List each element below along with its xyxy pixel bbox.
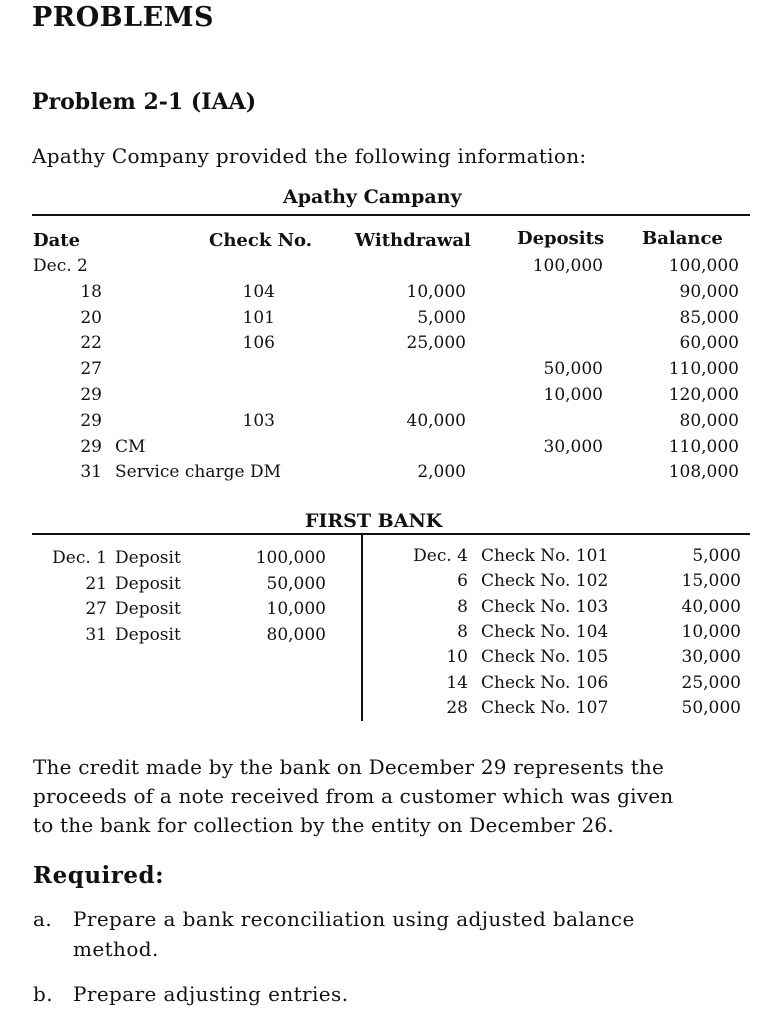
bank-right-amount: 5,000 xyxy=(692,546,741,566)
bank-left-date: 31 xyxy=(85,624,107,645)
bank-right-amount: 50,000 xyxy=(681,697,741,718)
book-cell-desc: CM xyxy=(115,436,146,457)
book-cell-deposits: 100,000 xyxy=(532,256,603,276)
book-cell-withdrawal: 10,000 xyxy=(406,281,466,302)
col-header-balance: Balance xyxy=(642,228,723,249)
required-title: Required: xyxy=(33,862,165,889)
book-cell-date: Dec. 2 xyxy=(33,256,88,276)
bank-table-title: FIRST BANK xyxy=(305,510,443,532)
book-cell-check-no: 106 xyxy=(242,333,275,354)
bank-left-amount: 100,000 xyxy=(255,548,326,568)
bank-right-desc: Check No. 106 xyxy=(481,672,609,693)
book-cell-desc: Service charge DM xyxy=(115,462,281,483)
book-cell-date: 20 xyxy=(80,307,102,328)
bank-left-desc: Deposit xyxy=(115,624,181,645)
required-item-label: b. xyxy=(33,982,53,1006)
col-header-date: Date xyxy=(33,230,81,251)
book-cell-balance: 90,000 xyxy=(679,281,739,302)
bank-right-desc: Check No. 101 xyxy=(481,546,609,566)
book-cell-balance: 120,000 xyxy=(668,385,739,405)
bank-right-desc: Check No. 102 xyxy=(481,571,609,592)
required-item-text: Prepare adjusting entries. xyxy=(73,982,349,1006)
bank-right-date: Dec. 4 xyxy=(413,546,468,566)
book-cell-date: 18 xyxy=(80,281,102,302)
required-item-text: Prepare a bank reconciliation using adjusted balance xyxy=(73,907,635,931)
required-item-label: a. xyxy=(33,907,53,931)
book-cell-date: 22 xyxy=(80,333,102,354)
bank-right-date: 8 xyxy=(457,596,468,617)
bank-left-amount: 10,000 xyxy=(266,599,326,619)
book-cell-date: 27 xyxy=(80,359,102,380)
required-item-a xyxy=(33,905,635,933)
bank-left-date: 21 xyxy=(85,573,107,594)
book-cell-balance: 85,000 xyxy=(679,307,739,328)
book-table-title: Apathy Campany xyxy=(283,186,462,208)
book-cell-balance: 60,000 xyxy=(679,333,739,354)
bank-left-desc: Deposit xyxy=(115,599,181,619)
note-line-1: The credit made by the bank on December 29 represents the xyxy=(33,755,665,779)
note-line-3: to the bank for collection by the entity on December 26. xyxy=(33,813,614,837)
bank-right-date: 8 xyxy=(457,621,468,642)
book-cell-withdrawal: 25,000 xyxy=(406,333,466,354)
problem-title: Problem 2-1 (IAA) xyxy=(32,89,257,115)
book-cell-deposits: 10,000 xyxy=(543,385,603,405)
col-header-withdrawal: Withdrawal xyxy=(355,230,471,251)
bank-right-desc: Check No. 107 xyxy=(481,697,609,718)
bank-right-date: 28 xyxy=(446,697,468,718)
bank-right-date: 10 xyxy=(446,647,468,668)
book-cell-date: 31 xyxy=(80,462,102,483)
bank-right-date: 14 xyxy=(446,672,468,693)
book-cell-withdrawal: 5,000 xyxy=(417,307,466,328)
bank-table-top-rule xyxy=(32,533,750,535)
bank-left-date: 27 xyxy=(85,599,107,619)
bank-left-amount: 50,000 xyxy=(266,573,326,594)
bank-right-amount: 15,000 xyxy=(681,571,741,592)
book-table-top-rule xyxy=(32,214,750,216)
bank-right-amount: 30,000 xyxy=(681,647,741,668)
bank-right-amount: 25,000 xyxy=(681,672,741,693)
bank-left-amount: 80,000 xyxy=(266,624,326,645)
col-header-check-no: Check No. xyxy=(209,230,312,251)
book-cell-check-no: 101 xyxy=(242,307,275,328)
bank-left-desc: Deposit xyxy=(115,548,181,568)
required-item-b xyxy=(33,980,348,1008)
intro-text: Apathy Company provided the following information: xyxy=(32,144,587,168)
bank-right-amount: 10,000 xyxy=(681,621,741,642)
bank-table-divider xyxy=(361,535,363,721)
bank-right-desc: Check No. 104 xyxy=(481,621,609,642)
book-cell-check-no: 104 xyxy=(242,281,275,302)
book-cell-deposits: 30,000 xyxy=(543,436,603,457)
book-cell-date: 29 xyxy=(80,410,102,431)
book-cell-balance: 80,000 xyxy=(679,410,739,431)
required-item-a-cont: method. xyxy=(73,937,159,961)
book-cell-balance: 110,000 xyxy=(668,436,739,457)
bank-right-amount: 40,000 xyxy=(681,596,741,617)
bank-right-desc: Check No. 103 xyxy=(481,596,609,617)
book-cell-date: 29 xyxy=(80,436,102,457)
col-header-deposits: Deposits xyxy=(517,228,605,249)
bank-left-date: Dec. 1 xyxy=(52,548,107,568)
book-cell-date: 29 xyxy=(80,385,102,405)
bank-right-desc: Check No. 105 xyxy=(481,647,609,668)
book-cell-withdrawal: 2,000 xyxy=(417,462,466,483)
book-cell-balance: 100,000 xyxy=(668,256,739,276)
book-cell-withdrawal: 40,000 xyxy=(406,410,466,431)
page-heading: PROBLEMS xyxy=(32,2,215,33)
book-cell-check-no: 103 xyxy=(242,410,275,431)
book-cell-balance: 110,000 xyxy=(668,359,739,380)
bank-left-desc: Deposit xyxy=(115,573,181,594)
bank-right-date: 6 xyxy=(457,571,468,592)
book-cell-balance: 108,000 xyxy=(668,462,739,483)
note-line-2: proceeds of a note received from a customer which was given xyxy=(33,784,674,808)
book-cell-deposits: 50,000 xyxy=(543,359,603,380)
